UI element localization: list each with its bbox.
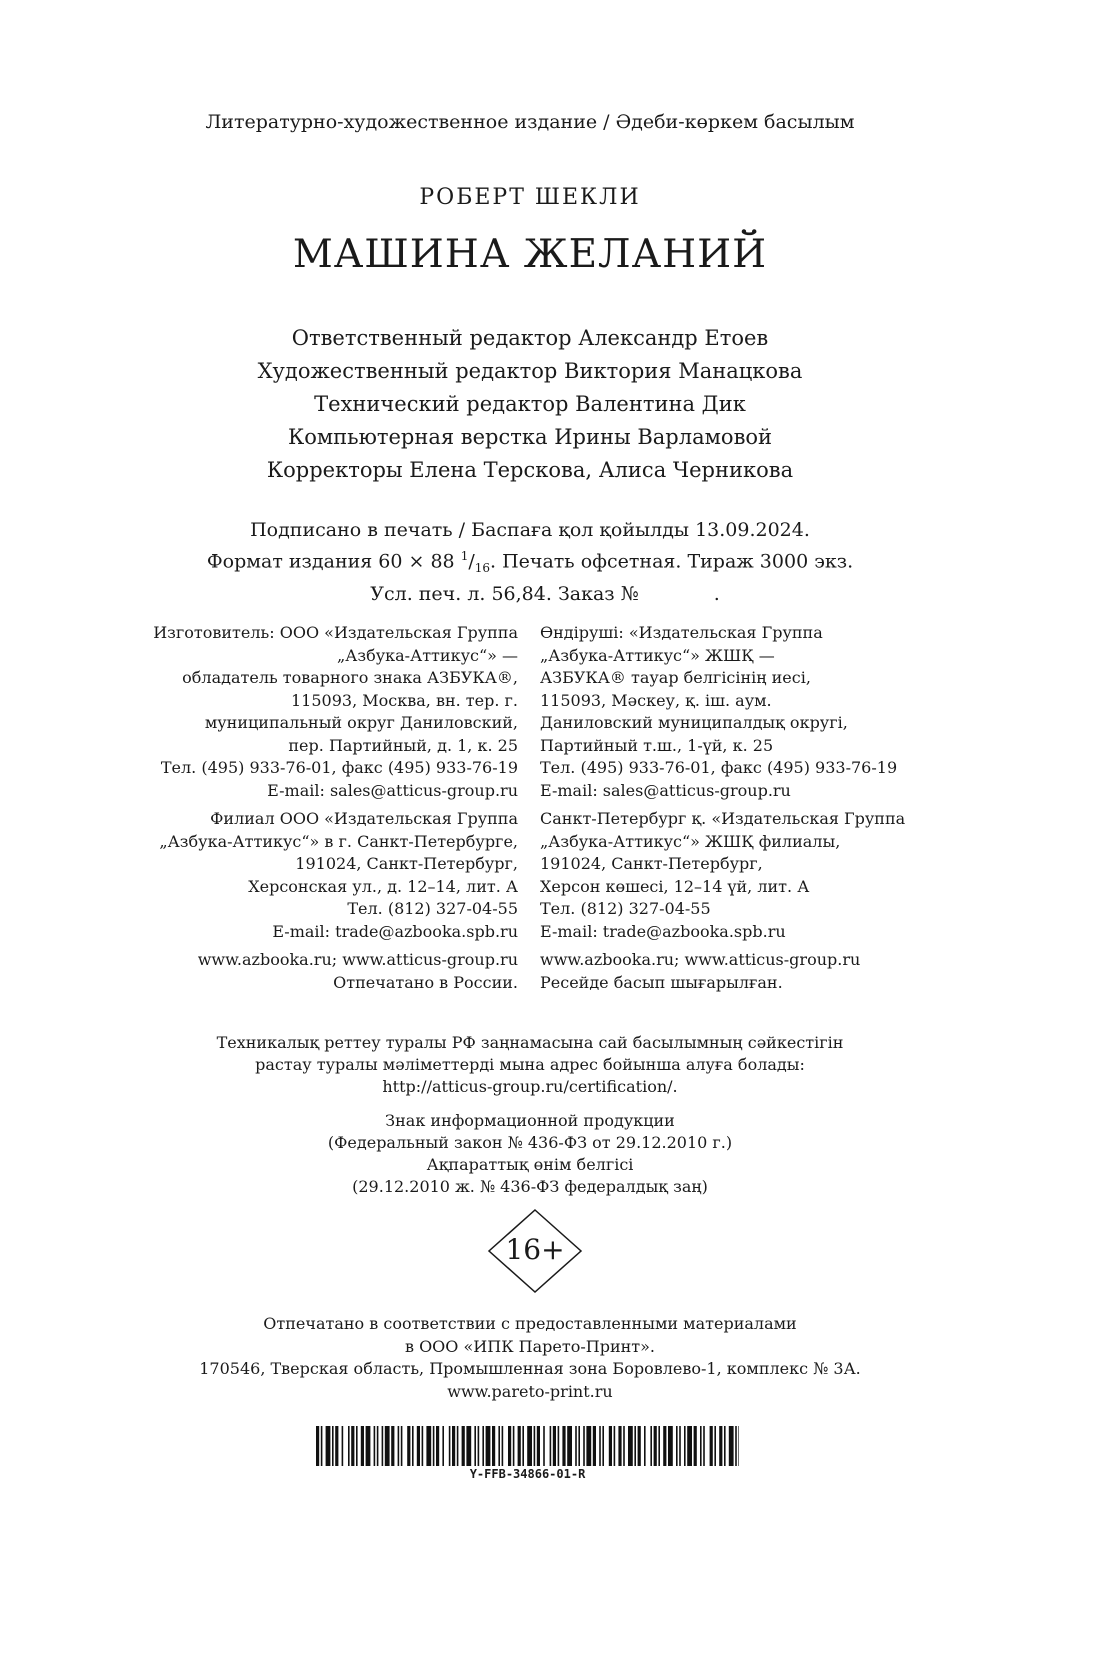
address-line: Херсон көшесі, 12–14 үй, лит. А (540, 876, 810, 896)
barcode-icon (316, 1426, 739, 1466)
address-block (540, 808, 960, 943)
address-line: Өндіруші: «Издательская Группа (540, 623, 823, 642)
address-line: Изготовитель: ООО «Издательская Группа (153, 623, 518, 642)
address-line: Даниловский муниципалдық округі, (540, 713, 848, 732)
author-name: РОБЕРТ ШЕКЛИ (419, 185, 641, 210)
printer-line: в ООО «ИПК Парето-Принт». (404, 1336, 656, 1356)
certification-link: http://atticus-group.ru/certification/. (382, 1077, 678, 1096)
manufacturer-column-kz (540, 622, 960, 994)
order-line (0, 581, 1060, 607)
address-line: Тел. (495) 933-76-01, факс (495) 933-76-19 (160, 758, 518, 777)
address-line: www.azbooka.ru; www.atticus-group.ru (197, 950, 518, 969)
manufacturer-column-ru (120, 622, 518, 994)
address-line: 115093, Москва, вн. тер. г. (291, 690, 518, 710)
info-product-mark (0, 1110, 1060, 1198)
address-line: Херсонская ул., д. 12–14, лит. А (248, 876, 518, 896)
address-block (120, 622, 518, 802)
book-title: МАШИНА ЖЕЛАНИЙ (292, 232, 768, 277)
certification-note (0, 1032, 1060, 1098)
address-line: АЗБУКА® тауар белгісінің иесі, (540, 668, 811, 687)
format-prefix: Формат издания 60 × 88 (206, 550, 461, 573)
address-line: www.azbooka.ru; www.atticus-group.ru (540, 950, 861, 969)
address-block (540, 949, 960, 994)
printer-link: www.pareto-print.ru (447, 1381, 613, 1401)
address-line: Партийный т.ш., 1-үй, к. 25 (540, 735, 774, 755)
format-line: Формат издания 60 × 88 $^1/_{16}$. Печать офсетная. Тираж 3000 экз. (206, 549, 854, 576)
info-mark-line: (29.12.2010 ж. № 436-ФЗ федералдық заң) (352, 1177, 708, 1196)
address-block (540, 622, 960, 802)
address-line: Отпечатано в России. (333, 972, 518, 992)
printer-line: Отпечатано в соответствии с предоставленными материалами (263, 1314, 797, 1333)
address-line: E-mail: sales@atticus-group.ru (540, 780, 791, 800)
address-line: Тел. (495) 933-76-01, факс (495) 933-76-19 (540, 758, 898, 777)
address-line: Санкт-Петербург қ. «Издательская Группа (540, 809, 906, 828)
address-line: 115093, Мәскеу, қ. іш. аум. (540, 690, 772, 710)
address-line: „Азбука-Аттикус“» ЖШҚ филиалы, (540, 831, 841, 851)
signed-date: Подписано в печать / Баспаға қол қойылды 13.09.2024. (250, 519, 810, 541)
staff-line: Компьютерная верстка Ирины Варламовой (287, 425, 773, 449)
address-line: Тел. (812) 327-04-55 (540, 899, 711, 918)
printer-info (0, 1313, 1060, 1403)
staff-line: Технический редактор Валентина Дик (314, 392, 746, 416)
address-line: „Азбука-Аттикус“» ЖШҚ — (540, 645, 775, 665)
address-line: обладатель товарного знака АЗБУКА®, (182, 668, 518, 687)
address-line: E-mail: trade@azbooka.spb.ru (540, 921, 786, 941)
address-line: „Азбука-Аттикус“» — (336, 645, 518, 665)
genre-line: Литературно-художественное издание / Әдеби-көркем басылым (205, 111, 855, 133)
printer-line: 170546, Тверская область, Промышленная зона Боровлево-1, комплекс № 3А. (199, 1359, 861, 1378)
address-block (120, 808, 518, 943)
print-info (0, 517, 1060, 607)
address-line: Ресейде басып шығарылған. (540, 972, 783, 992)
address-block (120, 949, 518, 994)
staff-line: Ответственный редактор Александр Етоев (291, 326, 769, 350)
address-line: Филиал ООО «Издательская Группа (210, 809, 518, 828)
format-suffix: . Печать офсетная. Тираж 3000 экз. (490, 550, 854, 573)
format-denominator: 16 (474, 561, 491, 576)
staff-line: Художественный редактор Виктория Манацкова (257, 359, 803, 383)
address-line: 191024, Санкт-Петербург, (540, 854, 763, 873)
info-mark-line: Знак информационной продукции (385, 1111, 675, 1130)
address-line: „Азбука-Аттикус“» в г. Санкт-Петербурге, (159, 831, 518, 851)
barcode-label: Y-FFB-34866-01-R (469, 1467, 586, 1481)
address-line: пер. Партийный, д. 1, к. 25 (288, 735, 518, 755)
certification-line: Техникалық реттеу туралы РФ заңнамасына сай басылымның сәйкестігін (216, 1033, 844, 1052)
address-line: E-mail: sales@atticus-group.ru (267, 780, 518, 800)
order-end: . (713, 583, 720, 606)
address-line: 191024, Санкт-Петербург, (295, 854, 518, 873)
address-line: Тел. (812) 327-04-55 (347, 899, 518, 918)
format-numerator: 1 (460, 549, 469, 563)
address-line: E-mail: trade@azbooka.spb.ru (272, 921, 518, 941)
address-line: муниципальный округ Даниловский, (204, 713, 518, 732)
staff-credits (0, 322, 1060, 487)
staff-line: Корректоры Елена Терскова, Алиса Черникова (266, 458, 794, 482)
info-mark-line: Ақпараттық өнім белгісі (426, 1155, 634, 1174)
certification-line: растау туралы мәліметтерді мына адрес бойынша алуға болады: (255, 1055, 805, 1074)
info-mark-line: (Федеральный закон № 436-ФЗ от 29.12.2010 г.) (327, 1133, 733, 1152)
order-text: Усл. печ. л. 56,84. Заказ № (370, 583, 639, 606)
age-rating: 16+ (505, 1233, 565, 1266)
